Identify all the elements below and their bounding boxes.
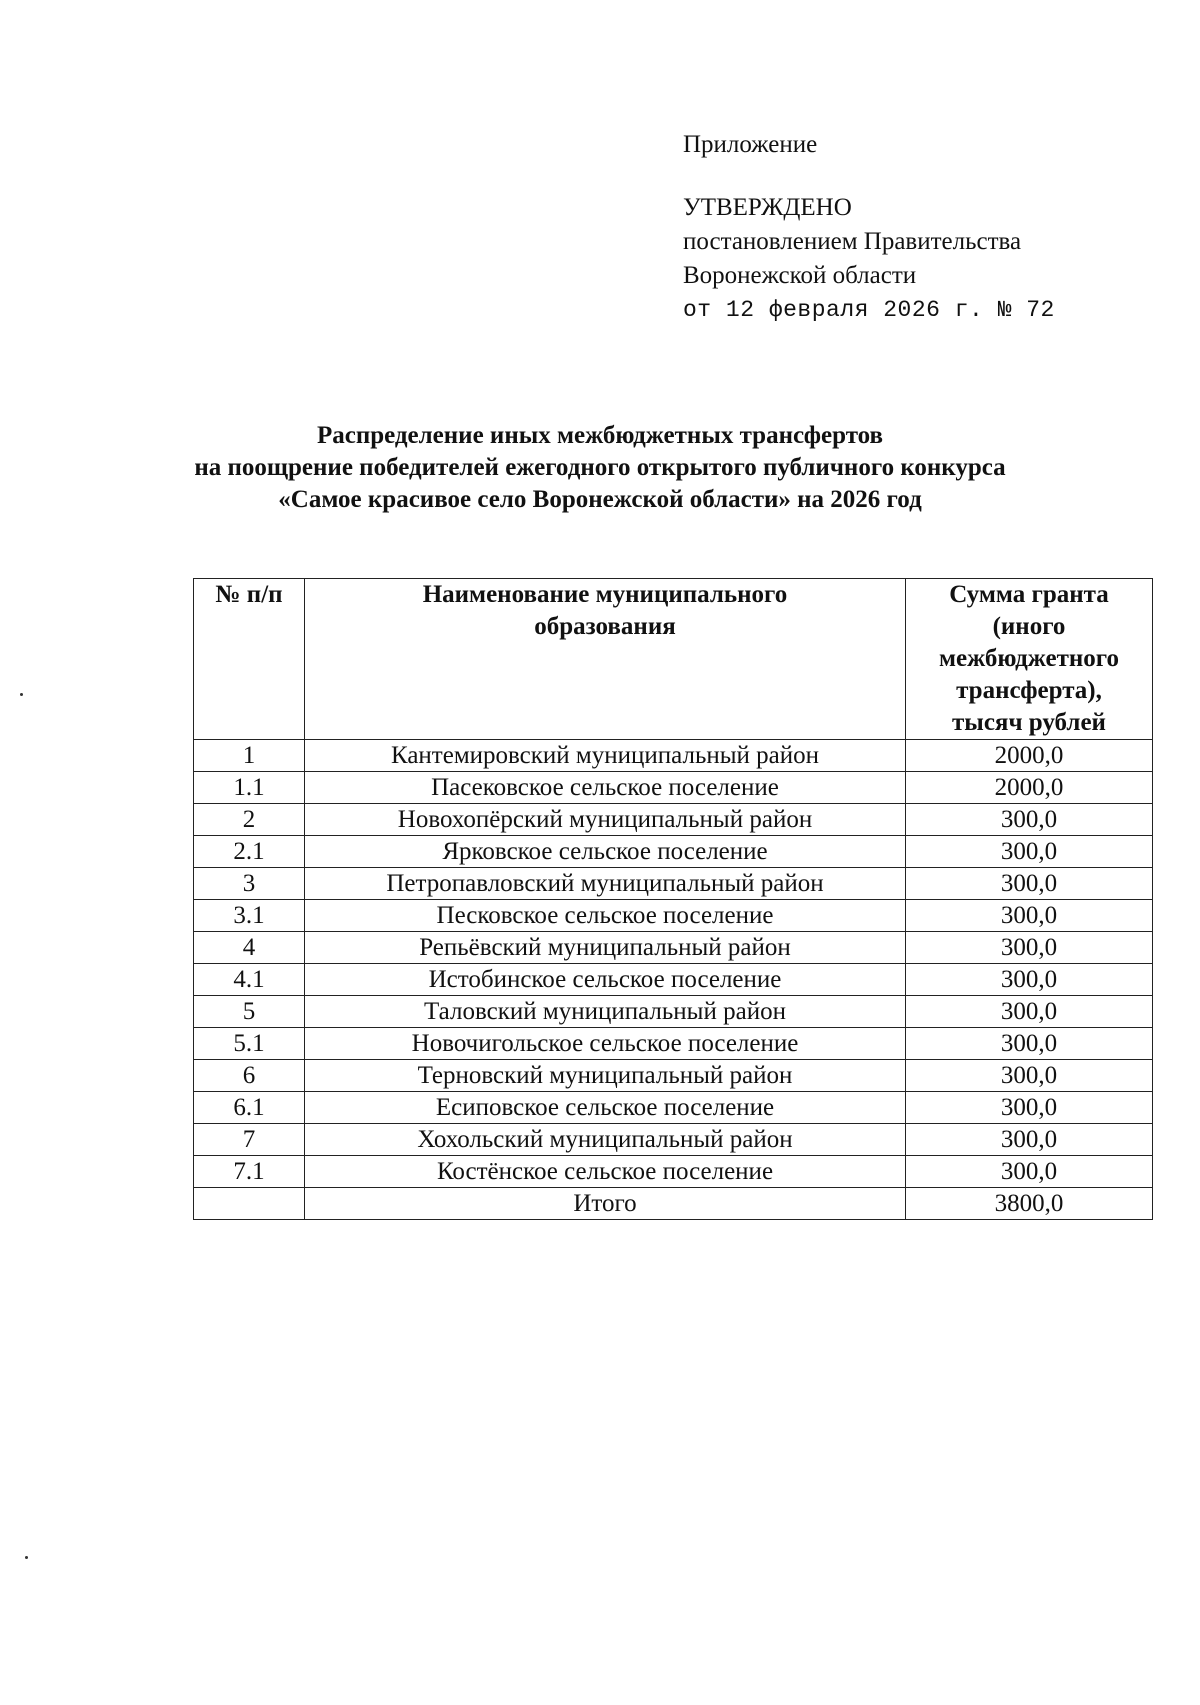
header-sum-line-4: трансферта),	[956, 677, 1102, 704]
table-row	[194, 900, 1153, 932]
row-number: 2	[194, 804, 305, 836]
row-sum: 300,0	[906, 1124, 1153, 1156]
approval-block	[683, 128, 1055, 327]
header-sum-line-5: тысяч рублей	[952, 709, 1106, 736]
header-sum	[906, 579, 1153, 740]
total-label: Итого	[305, 1188, 906, 1220]
header-row	[194, 579, 1153, 740]
table-row	[194, 1092, 1153, 1124]
row-name: Репьёвский муниципальный район	[305, 932, 906, 964]
row-number: 1	[194, 740, 305, 772]
title-line-1: Распределение иных межбюджетных трансфертов	[316, 422, 884, 449]
header-name-line-1: Наименование муниципального	[422, 581, 788, 608]
row-number: 2.1	[194, 836, 305, 868]
row-name: Хохольский муниципальный район	[305, 1124, 906, 1156]
table-row	[194, 964, 1153, 996]
header-sum-line-2: (иного	[992, 613, 1066, 640]
row-sum: 300,0	[906, 932, 1153, 964]
row-sum: 300,0	[906, 1156, 1153, 1188]
header-number-text: № п/п	[215, 581, 283, 608]
decree-line-1: постановлением Правительства	[683, 228, 1022, 255]
table-row	[194, 836, 1153, 868]
row-number: 5.1	[194, 1028, 305, 1060]
title-line-3: «Самое красивое село Воронежской области» на 2026 год	[278, 486, 922, 513]
table-row	[194, 868, 1153, 900]
row-name: Петропавловский муниципальный район	[305, 868, 906, 900]
row-name: Костёнское сельское поселение	[305, 1156, 906, 1188]
table-row	[194, 772, 1153, 804]
grants-table	[193, 578, 1153, 1220]
total-sum: 3800,0	[906, 1188, 1153, 1220]
row-name: Песковское сельское поселение	[305, 900, 906, 932]
row-sum: 300,0	[906, 836, 1153, 868]
appendix-label: Приложение	[683, 131, 818, 158]
row-name: Ярковское сельское поселение	[305, 836, 906, 868]
row-sum: 2000,0	[906, 740, 1153, 772]
row-sum: 300,0	[906, 804, 1153, 836]
decree-date-number: от 12 февраля 2026 г. № 72	[683, 297, 1055, 323]
approved-label: УТВЕРЖДЕНО	[683, 194, 852, 221]
table-row	[194, 1060, 1153, 1092]
title-line-2: на поощрение победителей ежегодного открытого публичного конкурса	[194, 454, 1006, 481]
header-number	[194, 579, 305, 740]
header-name	[305, 579, 906, 740]
row-number: 3	[194, 868, 305, 900]
row-number: 4.1	[194, 964, 305, 996]
table-header	[194, 579, 1153, 740]
row-name: Терновский муниципальный район	[305, 1060, 906, 1092]
row-number: 6	[194, 1060, 305, 1092]
row-name: Новочигольское сельское поселение	[305, 1028, 906, 1060]
table-row	[194, 740, 1153, 772]
row-name: Есиповское сельское поселение	[305, 1092, 906, 1124]
header-sum-line-1: Сумма гранта	[949, 581, 1109, 608]
row-name: Истобинское сельское поселение	[305, 964, 906, 996]
row-sum: 300,0	[906, 868, 1153, 900]
row-sum: 300,0	[906, 1092, 1153, 1124]
scan-speck	[20, 693, 23, 696]
decree-line-2: Воронежской области	[683, 262, 917, 289]
row-number: 7	[194, 1124, 305, 1156]
row-sum: 300,0	[906, 964, 1153, 996]
row-name: Пасековское сельское поселение	[305, 772, 906, 804]
row-name: Таловский муниципальный район	[305, 996, 906, 1028]
header-sum-line-3: межбюджетного	[938, 645, 1120, 672]
document-title	[150, 420, 1050, 516]
row-sum: 300,0	[906, 1028, 1153, 1060]
row-number: 7.1	[194, 1156, 305, 1188]
table-row	[194, 1028, 1153, 1060]
table-row	[194, 1124, 1153, 1156]
table-body	[194, 740, 1153, 1220]
total-number	[194, 1188, 305, 1220]
row-number: 3.1	[194, 900, 305, 932]
row-sum: 300,0	[906, 1060, 1153, 1092]
table-row	[194, 932, 1153, 964]
row-number: 1.1	[194, 772, 305, 804]
row-name: Новохопёрский муниципальный район	[305, 804, 906, 836]
total-row	[194, 1188, 1153, 1220]
row-number: 4	[194, 932, 305, 964]
row-sum: 2000,0	[906, 772, 1153, 804]
scan-speck	[25, 1556, 28, 1559]
row-sum: 300,0	[906, 996, 1153, 1028]
table-row	[194, 1156, 1153, 1188]
row-sum: 300,0	[906, 900, 1153, 932]
row-number: 5	[194, 996, 305, 1028]
header-name-line-2: образования	[534, 613, 676, 640]
table-row	[194, 804, 1153, 836]
row-name: Кантемировский муниципальный район	[305, 740, 906, 772]
row-number: 6.1	[194, 1092, 305, 1124]
table-row	[194, 996, 1153, 1028]
